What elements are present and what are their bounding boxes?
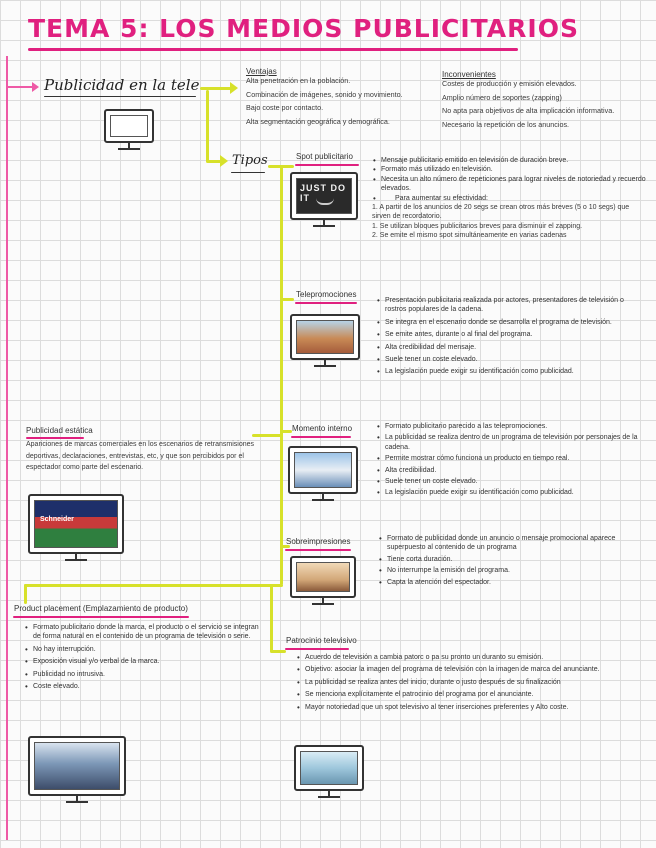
patrocinio-heading: Patrocinio televisivo — [286, 636, 357, 645]
product-placement-item: • No hay interrupción. — [33, 645, 260, 654]
sobreimpresiones-list — [378, 534, 648, 587]
patrocinio-item: • Mayor notoriedad que un spot televisivo al tener inserciones preferentes y Alto coste. — [305, 703, 646, 712]
momento-item: • Suele tener un coste elevado. — [385, 477, 648, 486]
spot-subitem: 1. Se utilizan bloques publicitarios breves para disminuir el zapping. — [372, 222, 583, 230]
spot-item: • Mensaje publicitario emitido en televisión de duración breve. — [381, 156, 648, 165]
connector-patrocinio — [270, 650, 286, 653]
tipos-vertical-line — [280, 165, 283, 585]
patrocinio-item: • Objetivo: asociar la imagen del programa de televisión con la imagen de marca del anunciante. — [305, 665, 646, 674]
connector-bottom-left — [24, 584, 283, 587]
tv-icon — [104, 109, 154, 143]
telepromociones-tv — [290, 314, 360, 360]
telepromociones-item: • Alta credibilidad del mensaje. — [385, 343, 644, 352]
spot-subitem: 1. A partir de los anuncios de 20 segs se crean otros más breves (5 o 10 segs) que sirven de recordatorio. — [372, 204, 630, 221]
inconvenientes-item: Necesario la repetición de los anuncios. — [442, 119, 570, 129]
telepromociones-heading: Telepromociones — [296, 290, 357, 299]
tipos-label: Tipos — [232, 153, 268, 168]
momento-underline — [291, 436, 351, 438]
connector-patrocinio-vertical — [270, 586, 273, 652]
ventajas-arrow-head-icon — [230, 82, 238, 94]
inconvenientes-list — [442, 79, 652, 129]
momento-item: • Formato publicitario parecido a las telepromociones. — [385, 422, 648, 431]
telepromociones-item: • Suele tener un coste elevado. — [385, 355, 644, 364]
spot-tv — [290, 172, 358, 220]
page-title: TEMA 5: LOS MEDIOS PUBLICITARIOS — [28, 14, 579, 43]
ventajas-item: Alta segmentación geográfica y demográfica. — [246, 116, 390, 126]
momento-tv — [288, 446, 358, 494]
telepromociones-item: • La legislación puede exigir su identificación como publicidad. — [385, 367, 644, 376]
tipos-top-connector — [268, 165, 294, 168]
ventajas-heading: Ventajas — [246, 67, 277, 76]
patrocinio-list — [296, 653, 646, 712]
momento-heading: Momento interno — [292, 424, 353, 433]
inconvenientes-item: No apta para objetivos de alta implicación informativa. — [442, 106, 615, 116]
tipos-arrow-head-icon — [220, 155, 228, 167]
patrocinio-item: • La publicidad se realiza antes del inicio, durante o justo después de su finalización — [305, 678, 646, 687]
patrocinio-underline — [285, 648, 349, 650]
telepromociones-list — [376, 296, 644, 377]
ventajas-item: Combinación de imágenes, sonido y movimiento. — [246, 89, 403, 99]
sobreimpresiones-heading: Sobreimpresiones — [286, 537, 351, 546]
title-underline — [28, 48, 518, 51]
patrocinio-item: • Se menciona explícitamente el patrocinio del programa por el anunciante. — [305, 690, 646, 699]
product-placement-item: • Exposición visual y/o verbal de la marca. — [33, 657, 260, 666]
connector-telepromociones — [280, 298, 294, 301]
telepromociones-underline — [295, 302, 357, 304]
patrocinio-item: • Acuerdo de televisión a cambia patorc o pa su pronto un duranto su emisión. — [305, 653, 646, 662]
product-placement-underline — [13, 616, 189, 618]
connector-momento — [280, 430, 292, 433]
spot-list — [372, 156, 648, 241]
connector-left-down — [24, 584, 27, 604]
estatica-block — [26, 426, 254, 474]
sobreimpresiones-item: • Tiene corta duración. — [387, 555, 648, 564]
sobreimpresiones-item: • Formato de publicidad donde un anuncio o mensaje promocional aparece superpuesto al contenido de un programa — [387, 534, 648, 553]
product-placement-list — [24, 623, 260, 691]
ventajas-block — [246, 67, 436, 126]
spot-item: • Formato más utilizado en televisión. — [381, 165, 648, 174]
estatica-underline — [26, 437, 84, 439]
momento-list — [376, 422, 648, 498]
tipos-branch-line — [206, 90, 209, 162]
telepromociones-item: • Se emite antes, durante o al final del programa. — [385, 330, 644, 339]
patrocinio-tv — [294, 745, 364, 791]
spot-screen-text: JUST DO IT — [300, 183, 347, 203]
sobreimpresiones-tv — [290, 556, 356, 598]
estatica-tv — [28, 494, 124, 554]
ventajas-item: Bajo coste por contacto. — [246, 103, 324, 113]
estatica-screen-text: Schneider — [40, 516, 74, 523]
ventajas-item: Alta penetración en la población. — [246, 76, 351, 85]
spot-sublist — [372, 203, 648, 241]
main-heading-underline — [44, 96, 196, 97]
tipos-underline — [231, 172, 265, 173]
product-placement-tv — [28, 736, 126, 796]
inconvenientes-block — [442, 70, 652, 129]
main-heading: Publicidad en la tele — [44, 76, 200, 94]
spot-subitem: 2. Se emite el mismo spot simultáneamente en varias cadenas — [372, 232, 567, 240]
inconvenientes-item: Amplio número de soportes (zapping) — [442, 92, 562, 102]
inconvenientes-heading: Inconvenientes — [442, 70, 496, 79]
momento-item: • Permite mostrar cómo funciona un producto en tiempo real. — [385, 454, 648, 463]
estatica-text: Apariciones de marcas comerciales en los escenarios de retransmisiones deportivas, declaraciones, entrevistas, etc, y que son percibidos por el espectador como parte del escenario. — [26, 441, 254, 471]
spot-heading-underline — [295, 164, 359, 166]
ventajas-list — [246, 76, 436, 126]
ventajas-arrow-line — [200, 87, 234, 90]
spot-heading: Spot publicitario — [296, 152, 353, 161]
sobreimpresiones-underline — [285, 549, 351, 551]
momento-item: • La legislación puede exigir su identificación como publicidad. — [385, 488, 648, 497]
sobreimpresiones-item: • No interrumpe la emisión del programa. — [387, 566, 648, 575]
spot-item: • Para aumentar su efectividad: — [381, 194, 648, 203]
product-placement-heading: Product placement (Emplazamiento de producto) — [14, 604, 188, 613]
product-placement-item: • Formato publicitario donde la marca, el producto o el servicio se integran de forma natural en el contenido de un programa de televisión o serie. — [33, 623, 260, 642]
telepromociones-item: • Presentación publicitaria realizada por actores, presentadores de televisión o rostros populares de la cadena. — [385, 296, 644, 315]
product-placement-item: • Coste elevado. — [33, 682, 260, 691]
arrow-head-icon — [32, 82, 39, 92]
momento-item: • La publicidad se realiza dentro de un programa de televisión por personajes de la cadena. — [385, 433, 648, 452]
inconvenientes-item: Costes de producción y emisión elevados. — [442, 79, 577, 88]
margin-line — [6, 56, 8, 840]
connector-estatica — [252, 434, 282, 437]
sobreimpresiones-item: • Capta la atención del espectador. — [387, 578, 648, 587]
estatica-heading: Publicidad estática — [26, 426, 93, 435]
spot-item: • Necesita un alto número de repeticiones para lograr niveles de notoriedad y recuerdo elevados. — [381, 175, 648, 194]
product-placement-item: • Publicidad no intrusiva. — [33, 670, 260, 679]
momento-item: • Alta credibilidad. — [385, 466, 648, 475]
telepromociones-item: • Se integra en el escenario donde se desarrolla el programa de televisión. — [385, 318, 644, 327]
